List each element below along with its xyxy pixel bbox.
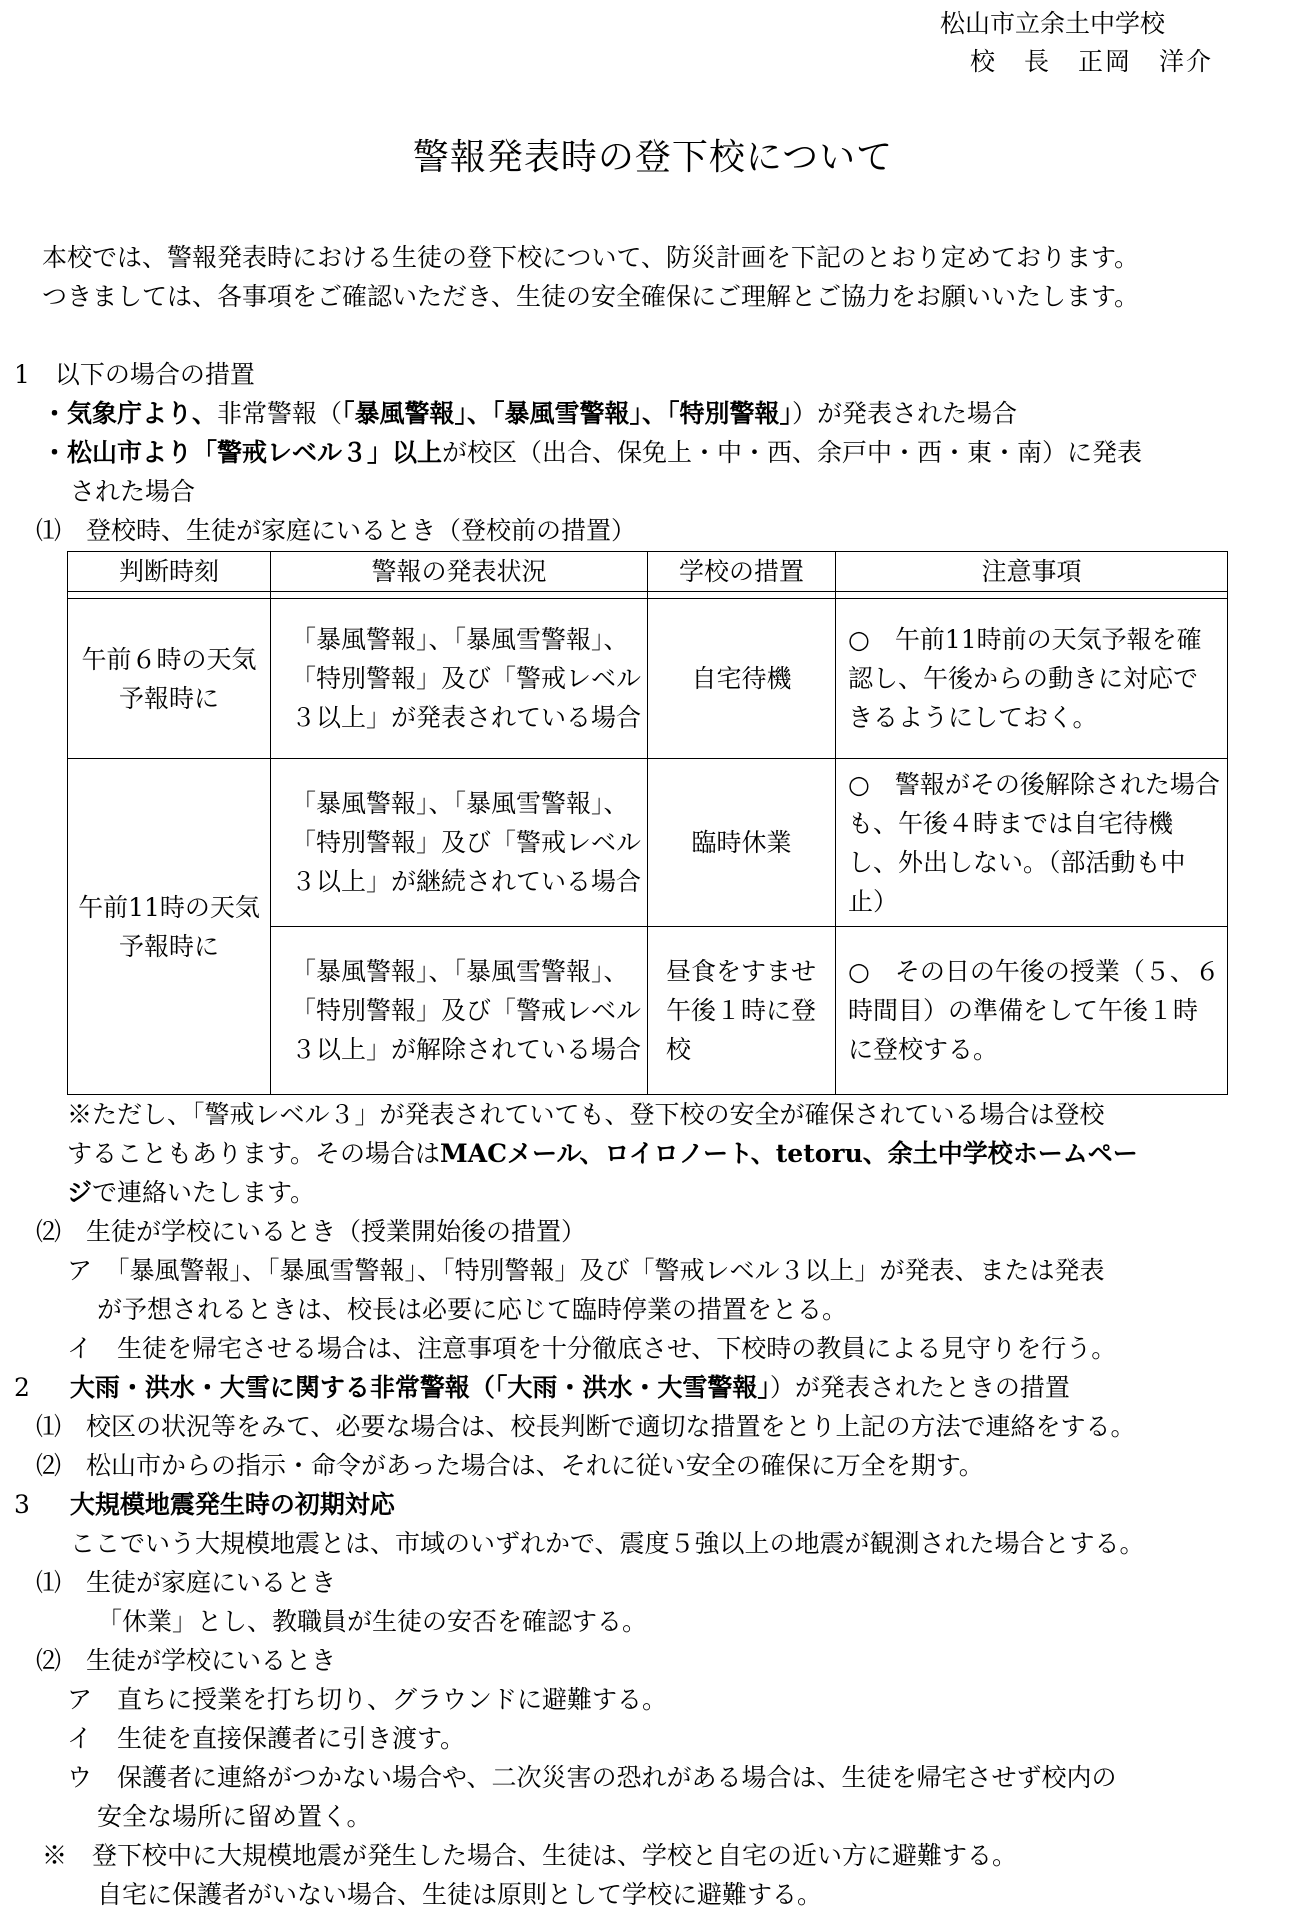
section-3-note-1: ※ 登下校中に大規模地震が発生した場合、生徒は、学校と自宅の近い方に避難する。: [42, 1841, 1018, 1870]
table-row: [68, 599, 1228, 759]
section-1-bullet-2: [42, 433, 1142, 472]
section-2-heading: [14, 1368, 1070, 1407]
section-3-heading: [14, 1485, 395, 1524]
time-11am: 午前11時の天気予報時に: [68, 759, 271, 1095]
remark-line-3-text: で連絡いたします。: [92, 1178, 316, 1207]
row-3-note: ○ その日の午後の授業（５、６時間目）の準備をして午後１時に登校する。: [836, 927, 1228, 1095]
section-1-heading: 1 以下の場合の措置: [14, 360, 255, 389]
header-measure: 学校の措置: [648, 552, 836, 592]
table-row: [68, 759, 1228, 927]
bullet-1-tail: ）が発表された場合: [792, 399, 1018, 428]
section-1-bullet-1: [42, 394, 1017, 433]
school-name: 松山市立余土中学校: [940, 9, 1166, 38]
remark-line-2-text: することもあります。その場合は: [67, 1139, 441, 1168]
header-time: 判断時刻: [68, 552, 271, 592]
section-2-number: 2: [14, 1373, 30, 1402]
header-status: 警報の発表状況: [271, 552, 648, 592]
sub-2-i-line: イ 生徒を帰宅させる場合は、注意事項を十分徹底させ、下校時の教員による見守りを行う。: [67, 1334, 1117, 1363]
section-3-number: 3: [14, 1490, 30, 1519]
intro-line-1: 本校では、警報発表時における生徒の登下校について、防災計画を下記のとおり定めております。: [42, 243, 1140, 272]
bullet-1-source: ・気象庁より、: [42, 399, 218, 428]
page-title: 警報発表時の登下校について: [412, 137, 894, 178]
header-note: 注意事項: [836, 552, 1228, 592]
section-2-title-bold: 大雨・洪水・大雪に関する非常警報（「大雨・洪水・大雪警報」: [69, 1373, 770, 1402]
remark-line-3: [67, 1173, 315, 1212]
intro-line-2: つきましては、各事項をご確認いただき、生徒の安全確保にご理解とご協力をお願いいたします。: [42, 282, 1140, 311]
section-1-sub-1: ⑴ 登校時、生徒が家庭にいるとき（登校前の措置）: [36, 516, 637, 545]
section-3-a: ア 直ちに授業を打ち切り、グラウンドに避難する。: [67, 1685, 668, 1714]
remark-contact-tail: ジ: [67, 1178, 93, 1207]
section-2-title-tail: ）が発表されたときの措置: [769, 1373, 1070, 1402]
bullet-2-area: が校区（出合、保免上・中・西、余戸中・西・東・南）に発表: [442, 438, 1143, 467]
row-1-measure: 自宅待機: [648, 599, 836, 759]
row-1-status: 「暴風警報」、「暴風雪警報」、「特別警報」及び「警戒レベル３以上」が発表されている場合: [271, 599, 648, 759]
section-3-i: イ 生徒を直接保護者に引き渡す。: [67, 1724, 466, 1753]
table-header-row: [68, 552, 1228, 592]
section-3-title: 大規模地震発生時の初期対応: [69, 1490, 395, 1519]
section-3-note-2: 自宅に保護者がいない場合、生徒は原則として学校に避難する。: [97, 1880, 823, 1909]
row-3-measure: 昼食をすませ午後１時に登校: [648, 927, 836, 1095]
time-6am: 午前６時の天気予報時に: [68, 599, 271, 759]
principal-name: 校 長 正岡 洋介: [970, 47, 1214, 76]
table-gap: [68, 592, 1228, 599]
remark-line-1: ※ただし、「警戒レベル３」が発表されていても、登下校の安全が確保されている場合は登校: [67, 1100, 1105, 1129]
section-2-line-1: ⑴ 校区の状況等をみて、必要な場合は、校長判断で適切な措置をとり上記の方法で連絡をする。: [36, 1412, 1136, 1441]
sub-2-a-line-1: ア 「暴風警報」、「暴風雪警報」、「特別警報」及び「警戒レベル３以上」が発表、または発表: [67, 1256, 1105, 1285]
bullet-1-type: 非常警報（: [217, 399, 343, 428]
section-1-bullet-2-cont: された場合: [70, 477, 196, 506]
section-1-sub-2: ⑵ 生徒が学校にいるとき（授業開始後の措置）: [36, 1217, 587, 1246]
row-2-note: ○ 警報がその後解除された場合も、午後４時までは自宅待機し、外出しない。（部活動も中止）: [836, 759, 1228, 927]
bullet-2-source: ・松山市より「警戒レベル３」以上: [42, 438, 443, 467]
remark-line-2: [67, 1134, 1138, 1173]
section-3-sub-2: ⑵ 生徒が学校にいるとき: [36, 1646, 337, 1675]
section-3-sub-1-text: 「休業」とし、教職員が生徒の安否を確認する。: [97, 1607, 648, 1636]
row-2-measure: 臨時休業: [648, 759, 836, 927]
bullet-1-warnings: 「暴風警報」、「暴風雪警報」、「特別警報」: [342, 399, 793, 428]
row-2-status: 「暴風警報」、「暴風雪警報」、「特別警報」及び「警戒レベル３以上」が継続されている場合: [271, 759, 648, 927]
row-3-status: 「暴風警報」、「暴風雪警報」、「特別警報」及び「警戒レベル３以上」が解除されている場合: [271, 927, 648, 1095]
section-3-u-line-1: ウ 保護者に連絡がつかない場合や、二次災害の恐れがある場合は、生徒を帰宅させず校内の: [67, 1763, 1117, 1792]
section-3-u-line-2: 安全な場所に留め置く。: [97, 1802, 372, 1831]
section-3-definition: ここでいう大規模地震とは、市域のいずれかで、震度５強以上の地震が観測された場合とする。: [70, 1529, 1145, 1558]
sub-2-a-line-2: が予想されるときは、校長は必要に応じて臨時停業の措置をとる。: [97, 1295, 848, 1324]
warning-table: [67, 551, 1228, 1095]
section-2-line-2: ⑵ 松山市からの指示・命令があった場合は、それに従い安全の確保に万全を期す。: [36, 1451, 984, 1480]
section-3-sub-1: ⑴ 生徒が家庭にいるとき: [36, 1568, 337, 1597]
remark-contact-channels: MACメール、ロイロノート、tetoru、余土中学校ホームペー: [440, 1139, 1138, 1168]
row-1-note: ○ 午前11時前の天気予報を確認し、午後からの動きに対応できるようにしておく。: [836, 599, 1228, 759]
